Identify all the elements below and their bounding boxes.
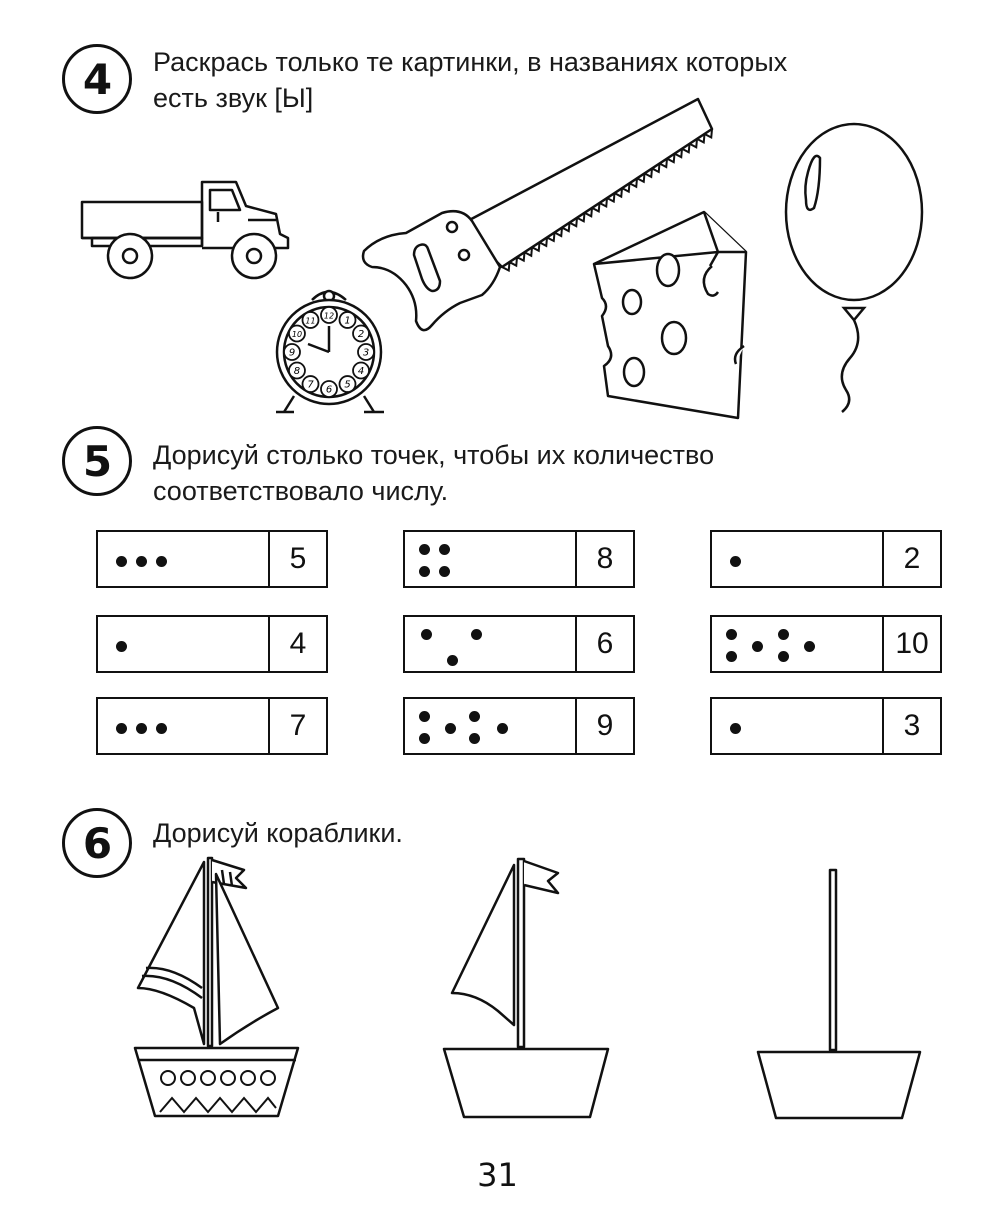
dot — [136, 723, 147, 734]
dot — [471, 629, 482, 640]
boat-complete-icon[interactable] — [130, 848, 305, 1123]
clock-number: 2 — [357, 329, 365, 340]
dot — [752, 641, 763, 652]
dot — [116, 556, 127, 567]
dot — [156, 556, 167, 567]
dot — [726, 629, 737, 640]
dot — [116, 641, 127, 652]
box-target-number: 7 — [268, 699, 326, 753]
clock-number: 10 — [291, 330, 303, 339]
task-5-instruction — [153, 437, 714, 509]
dot — [726, 651, 737, 662]
clock-number: 8 — [293, 366, 301, 377]
clock-number: 7 — [307, 379, 314, 391]
dot — [469, 733, 480, 744]
dot — [730, 723, 741, 734]
dot — [778, 651, 789, 662]
dot-box-6[interactable] — [403, 615, 635, 673]
dot — [804, 641, 815, 652]
dot — [156, 723, 167, 734]
truck-icon[interactable] — [78, 176, 293, 286]
cheese-icon[interactable] — [586, 206, 756, 426]
dot — [116, 723, 127, 734]
dot — [445, 723, 456, 734]
dot — [421, 629, 432, 640]
task-6-line-1: Дорисуй кораблики. — [153, 818, 403, 848]
page-number: 31 — [477, 1156, 518, 1194]
clock-number: 3 — [362, 347, 370, 359]
box-target-number: 4 — [268, 617, 326, 671]
box-target-number: 8 — [575, 532, 633, 586]
dot-box-2[interactable] — [710, 530, 942, 588]
task-4-line-1: Раскрась только те картинки, в названиях которых — [153, 47, 788, 77]
task-6-number: 6 — [62, 808, 132, 878]
clock-number: 12 — [323, 311, 335, 321]
box-target-number: 5 — [268, 532, 326, 586]
task-6-instruction — [153, 815, 403, 851]
dot — [447, 655, 458, 666]
dot — [778, 629, 789, 640]
dot-box-3[interactable] — [710, 697, 942, 755]
balloon-icon[interactable] — [780, 120, 930, 415]
box-target-number: 9 — [575, 699, 633, 753]
clock-number: 11 — [305, 316, 316, 326]
clock-number: 5 — [344, 379, 351, 391]
dot — [419, 711, 430, 722]
dot — [730, 556, 741, 567]
dot-box-10[interactable] — [710, 615, 942, 673]
dot-box-9[interactable] — [403, 697, 635, 755]
dot-box-7[interactable] — [96, 697, 328, 755]
dot — [419, 544, 430, 555]
dot-box-5[interactable] — [96, 530, 328, 588]
box-target-number: 2 — [882, 532, 940, 586]
boat-mast-only-icon[interactable] — [752, 866, 927, 1121]
clock-number: 6 — [325, 384, 333, 396]
clock-number: 9 — [288, 347, 296, 359]
box-target-number: 10 — [882, 617, 940, 671]
task-5-line-2: соответствовало числу. — [153, 476, 449, 506]
dot — [419, 566, 430, 577]
dot — [439, 544, 450, 555]
box-target-number: 6 — [575, 617, 633, 671]
clock-number: 4 — [357, 366, 365, 377]
dot — [469, 711, 480, 722]
dot — [439, 566, 450, 577]
boat-partial-icon[interactable] — [440, 855, 615, 1120]
dot — [419, 733, 430, 744]
dot — [136, 556, 147, 567]
task-5-line-1: Дорисуй столько точек, чтобы их количество — [153, 440, 715, 470]
dot-box-4[interactable] — [96, 615, 328, 673]
task-5-number: 5 — [62, 426, 132, 496]
dot-box-8[interactable] — [403, 530, 635, 588]
task-4-number: 4 — [62, 44, 132, 114]
dot — [497, 723, 508, 734]
clock-number: 1 — [344, 315, 351, 327]
box-target-number: 3 — [882, 699, 940, 753]
task-4-line-2: есть звук [Ы] — [153, 83, 314, 113]
